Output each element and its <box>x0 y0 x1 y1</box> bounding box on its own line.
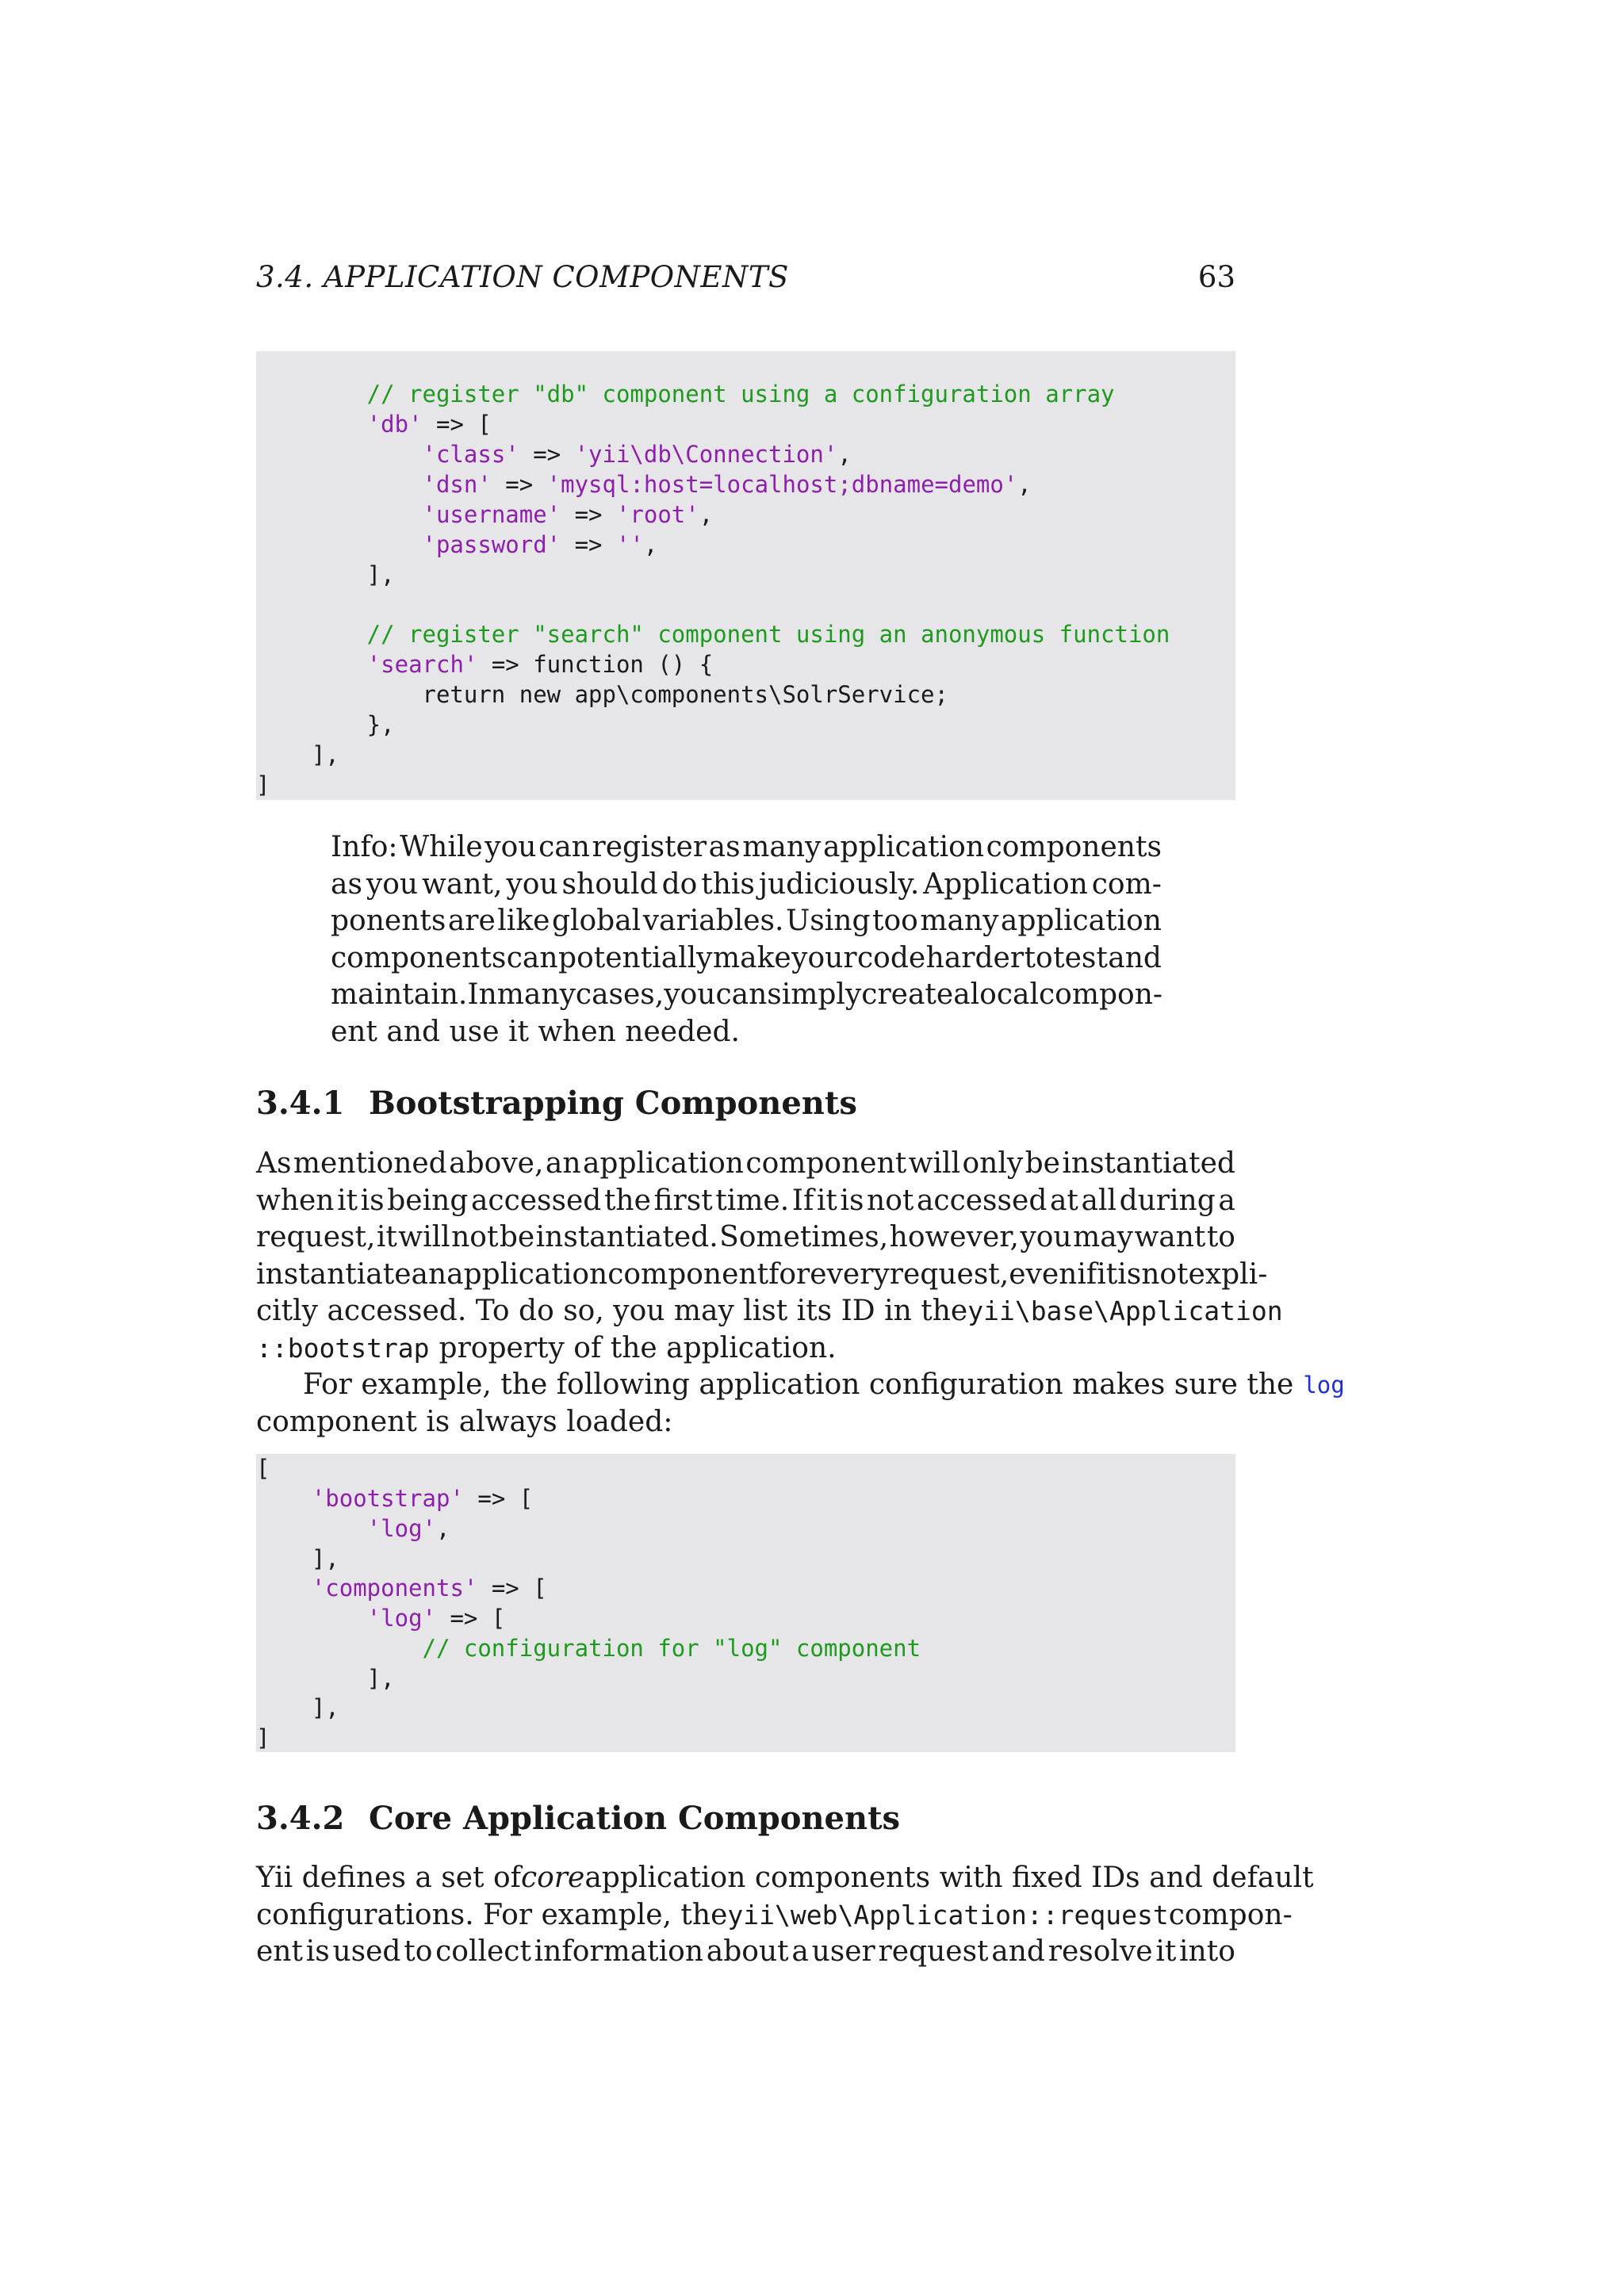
code-line: ], <box>256 741 339 768</box>
header-section-title: 3.4. APPLICATION COMPONENTS <box>256 260 789 294</box>
code-block-components-config <box>256 351 1235 800</box>
info-line: components can potentially make your code harder to test and <box>331 941 1162 974</box>
info-line: as you want, you should do this judiciously. Application com- <box>331 867 1162 901</box>
info-note <box>331 829 1162 1050</box>
text-line: request, it will not be instantiated. Sometimes, however, you may want to <box>256 1221 1235 1253</box>
text-line: For example, the following application configuration makes sure the log <box>256 1367 1235 1404</box>
section-title: Core Application Components <box>369 1800 901 1837</box>
section-heading-core-components <box>256 1800 900 1837</box>
running-header <box>256 260 1235 300</box>
code-line: ] <box>256 771 270 798</box>
code-line: // register "db" component using a configuration array <box>256 381 1115 408</box>
info-line: maintain. In many cases, you can simply create a local compon- <box>331 978 1163 1011</box>
code-line: ], <box>256 1665 395 1692</box>
code-line: 'dsn' => 'mysql:host=localhost;dbname=demo', <box>422 471 1032 498</box>
code-line: 'log' => [ <box>366 1605 506 1632</box>
text-line: As mentioned above, an application component will only be instantiated <box>256 1147 1235 1180</box>
code-line: 'log', <box>366 1515 450 1542</box>
code-line: 'bootstrap' => [ <box>311 1485 534 1512</box>
log-link[interactable]: log <box>1303 1372 1345 1399</box>
text-line: component is always loaded: <box>256 1405 673 1438</box>
text-line: ::bootstrap property of the application. <box>256 1330 1235 1368</box>
paragraph-example <box>256 1367 1345 1441</box>
info-line: ent and use it when needed. <box>331 1015 740 1048</box>
text-line: citly accessed. To do so, you may list its ID in the yii\base\Application <box>256 1293 1235 1330</box>
code-line: 'search' => function () { <box>366 651 714 678</box>
code-line: [ <box>256 1455 270 1482</box>
code-line: ], <box>256 561 395 588</box>
info-line: Info: While you can register as many application components <box>331 831 1162 863</box>
section-number: 3.4.2 <box>256 1800 345 1837</box>
inline-code: yii\web\Application::request <box>727 1899 1169 1931</box>
info-line: ponents are like global variables. Using too many application <box>331 905 1162 937</box>
text-line: instantiate an application component for every request, even if it is not expli- <box>256 1257 1268 1291</box>
inline-code: yii\base\Application <box>967 1295 1283 1326</box>
inline-code: ::bootstrap <box>256 1332 430 1364</box>
code-line: ], <box>256 1694 339 1721</box>
code-line: ], <box>256 1545 339 1572</box>
code-line: // register "search" component using an anonymous function <box>256 621 1170 648</box>
section-heading-bootstrapping <box>256 1085 857 1122</box>
text-line: when it is being accessed the first time. If it is not accessed at all during a <box>256 1184 1235 1217</box>
page-number: 63 <box>1197 260 1235 294</box>
code-block-bootstrap-config <box>256 1454 1235 1752</box>
code-line: 'password' => '', <box>422 531 658 558</box>
code-line: ] <box>256 1724 270 1751</box>
paragraph-core-components <box>256 1860 1314 1971</box>
code-line: }, <box>256 711 395 738</box>
code-line: 'db' => [ <box>366 411 492 438</box>
text-line: configurations. For example, the yii\web\Application::request compon- <box>256 1897 1235 1934</box>
section-number: 3.4.1 <box>256 1085 345 1122</box>
code-line: 'username' => 'root', <box>422 501 714 528</box>
code-line: return new app\components\SolrService; <box>256 681 948 708</box>
text-line: ent is used to collect information about a user request and resolve it into <box>256 1935 1235 1968</box>
emphasis-core: core <box>520 1862 585 1894</box>
paragraph-bootstrapping <box>256 1146 1283 1367</box>
code-line: 'class' => 'yii\db\Connection', <box>422 441 852 468</box>
code-line: 'components' => [ <box>311 1575 547 1601</box>
section-title: Bootstrapping Components <box>369 1085 857 1122</box>
code-line: // configuration for "log" component <box>256 1635 921 1662</box>
text-line: Yii defines a set of core application components with fixed IDs and default <box>256 1860 1235 1897</box>
